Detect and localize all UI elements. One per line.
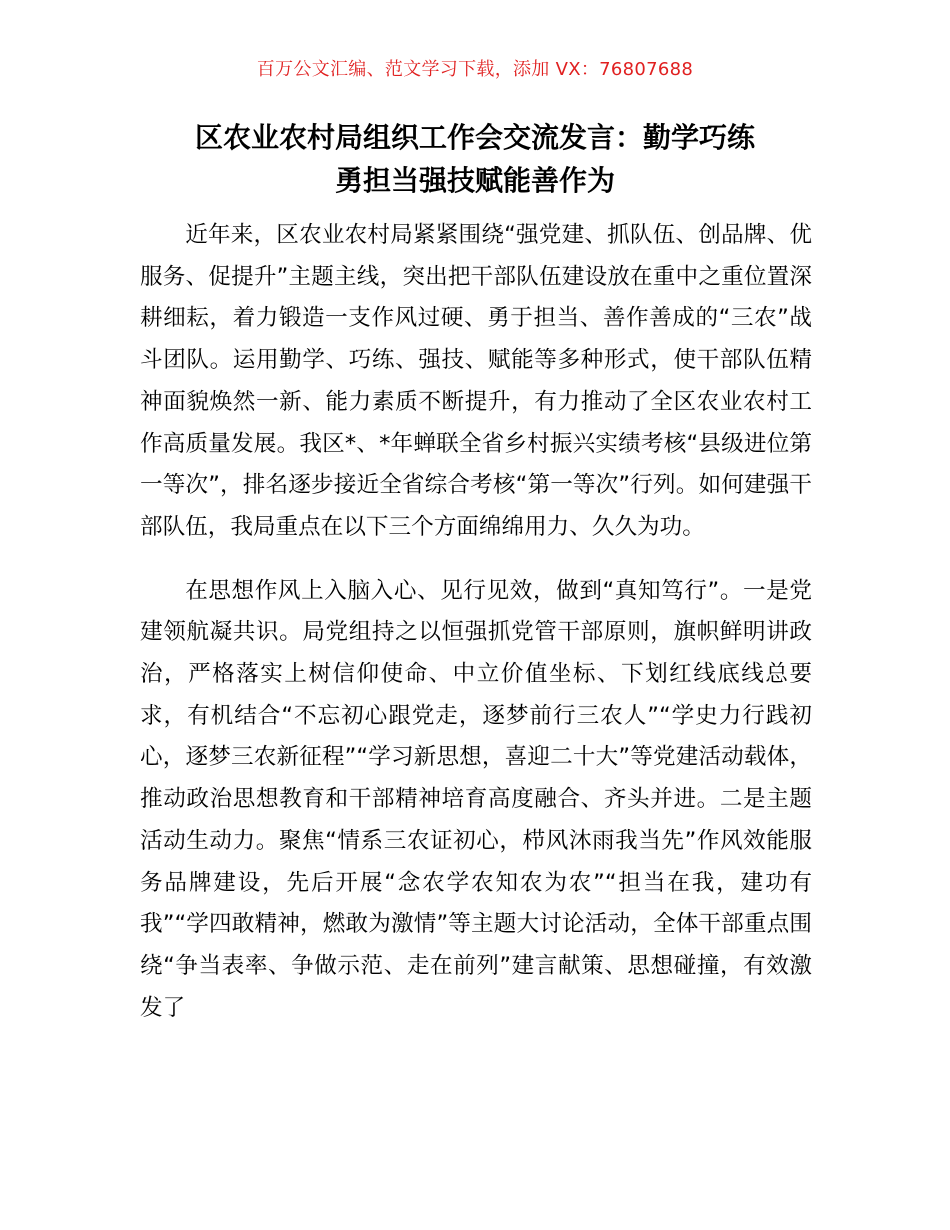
document-title xyxy=(135,116,815,202)
title-line-2: 勇担当强技赋能善作为 xyxy=(334,164,615,197)
document-body xyxy=(140,215,812,1029)
title-line-1: 区农业农村局组织工作会交流发言：勤学巧练 xyxy=(194,121,755,154)
paragraph-1: 近年来，区农业农村局紧紧围绕“强党建、抓队伍、创品牌、优服务、促提升”主题主线，突出把干部队伍建设放在重中之重位置深耕细耘，着力锻造一支作风过硬、勇于担当、善作善成的“三农”战斗团队。运用勤学、巧练、强技、赋能等多种形式，使干部队伍精神面貌焕然一新、能力素质不断提升，有力推动了全区农业农村工作高质量发展。我区*、*年蝉联全省乡村振兴实绩考核“县级进位第一等次”，排名逐步接近全省综合考核“第一等次”行列。如何建强干部队伍，我局重点在以下三个方面绵绵用力、久久为功。 xyxy=(140,222,812,540)
header-note: 百万公文汇编、范文学习下载，添加 VX：76807688 xyxy=(256,59,694,80)
paragraph-2: 在思想作风上入脑入心、见行见效，做到“真知笃行”。一是党建领航凝共识。局党组持之以恒强抓党管干部原则，旗帜鲜明讲政治，严格落实上树信仰使命、中立价值坐标、下划红线底线总要求，有机结合“不忘初心跟党走，逐梦前行三农人”“学史力行践初心，逐梦三农新征程”“学习新思想，喜迎二十大”等党建活动载体，推动政治思想教育和干部精神培育高度融合、齐头并进。二是主题活动生动力。聚焦“情系三农证初心，栉风沐雨我当先”作风效能服务品牌建设，先后开展“念农学农知农为农”“担当在我，建功有我”“学四敢精神，燃敢为激情”等主题大讨论活动，全体干部重点围绕“争当表率、争做示范、走在前列”建言献策、思想碰撞，有效激发了 xyxy=(140,577,812,1021)
